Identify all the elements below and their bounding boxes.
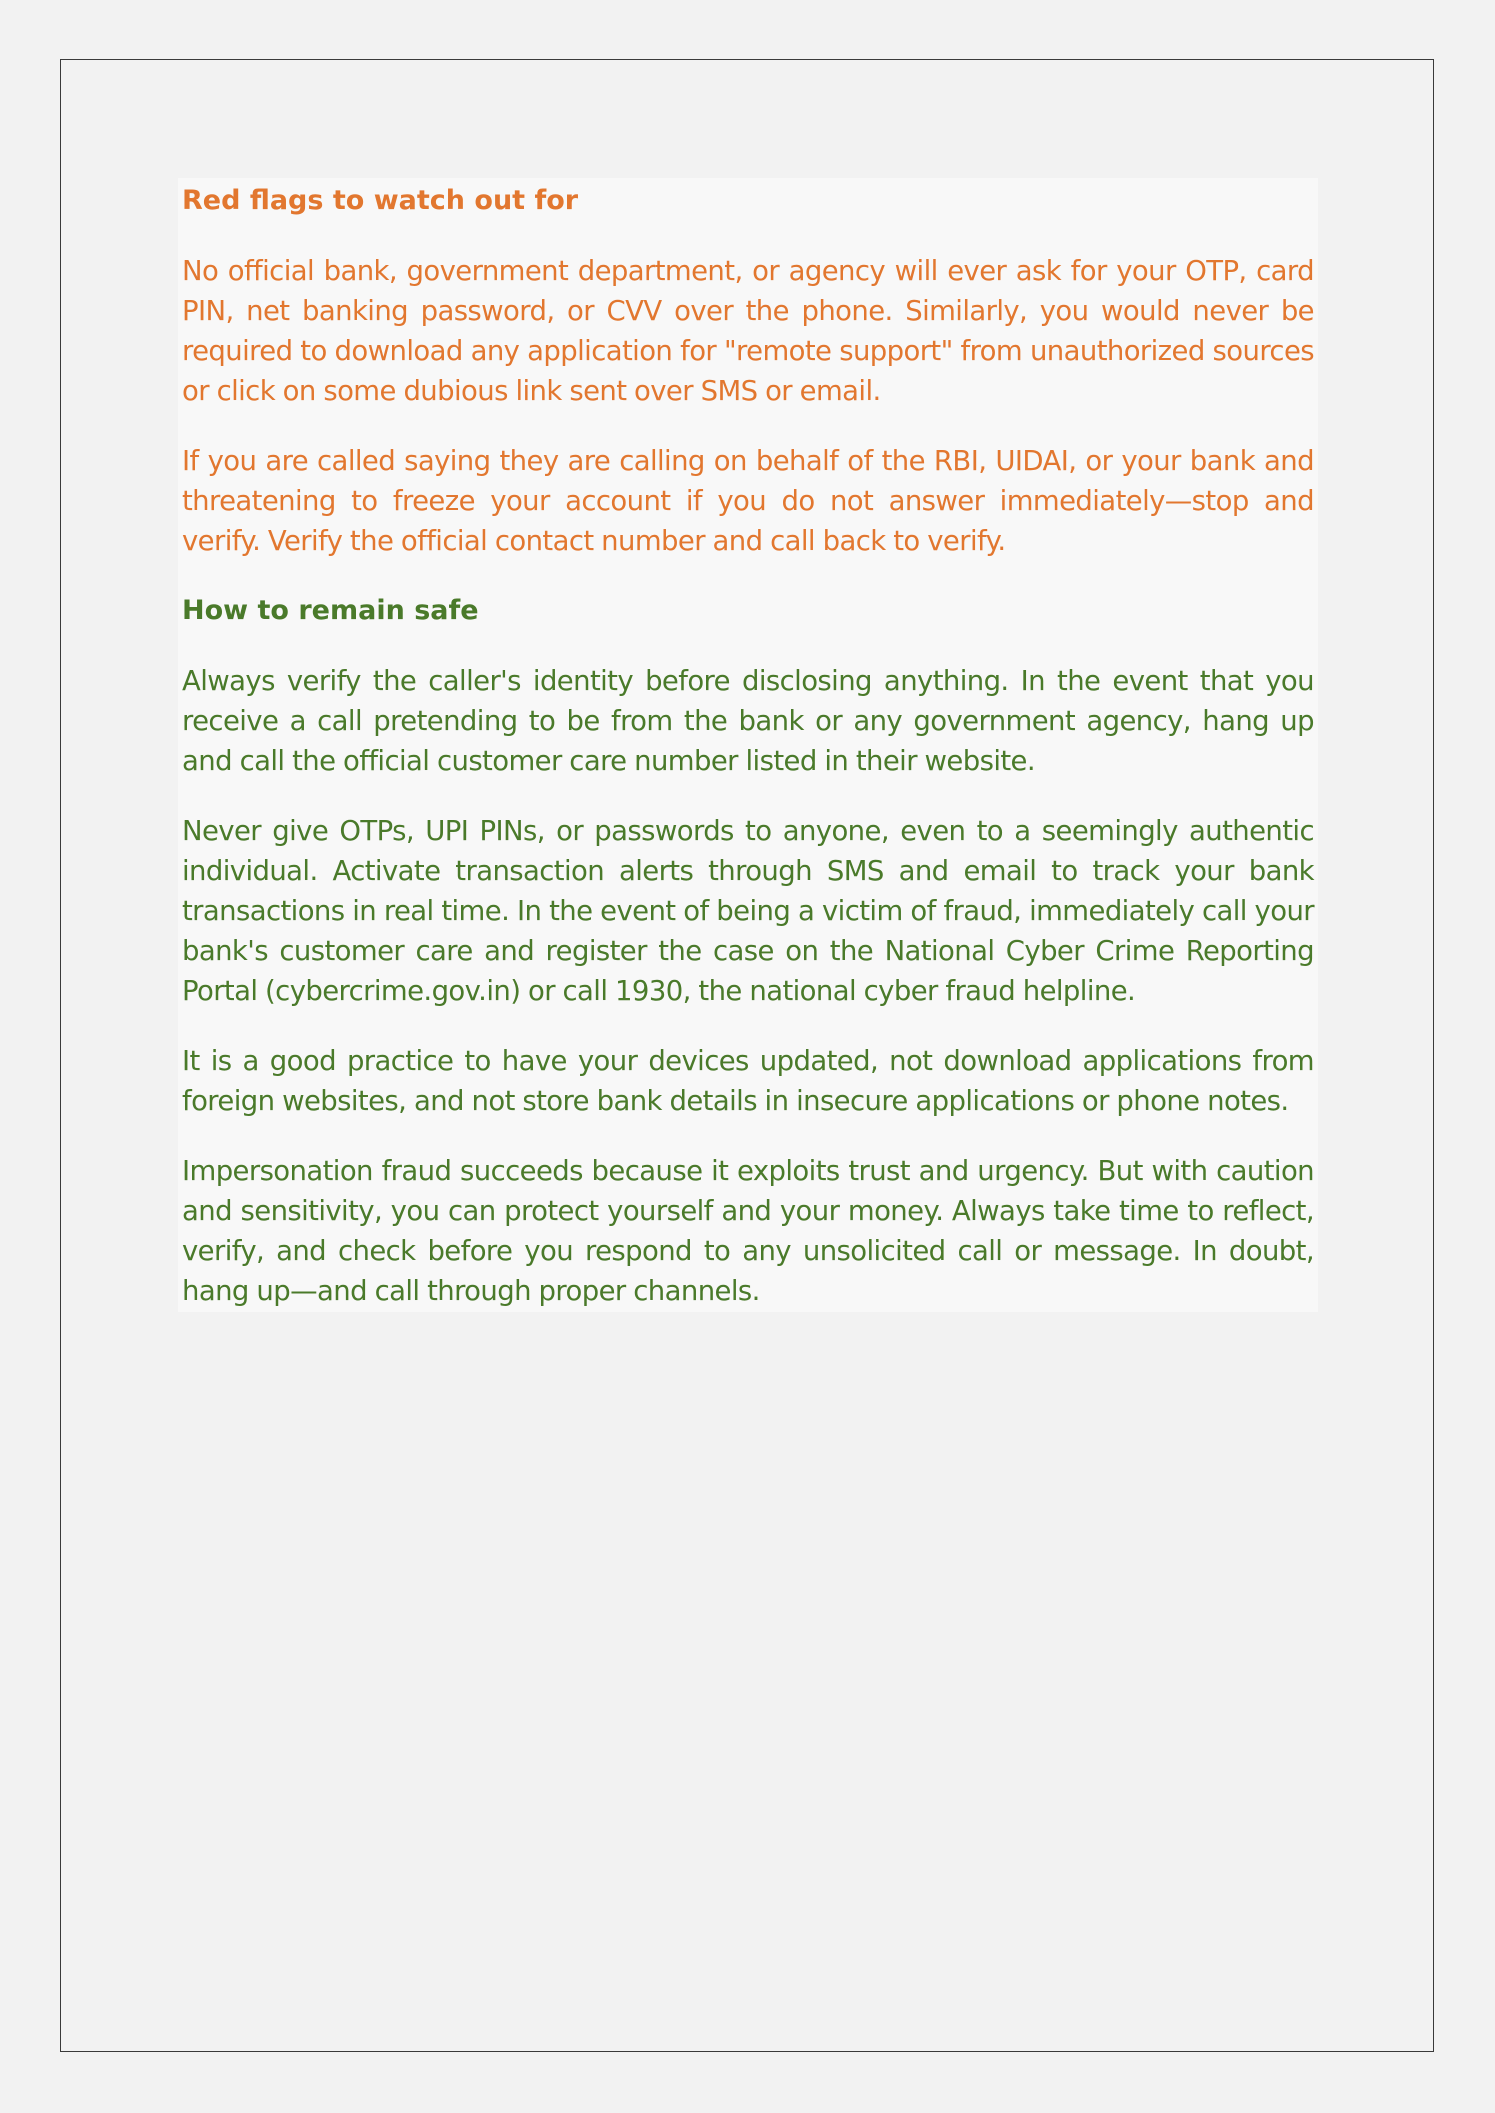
safety-paragraph-2: Never give OTPs, UPI PINs, or passwords to anyone, even to a seemingly authentic individual. Activate transaction alerts through SMS and email to track your bank transactions in real time. In the event of being a victim of fraud, immediately call your bank's customer care and register the case on the National Cyber Crime Reporting Portal (cybercrime.gov.in) or call 1930, the national cyber fraud helpline. xyxy=(182,815,1314,1007)
document-body xyxy=(178,178,1318,1312)
safety-paragraph-4: Impersonation fraud succeeds because it exploits trust and urgency. But with caution and sensitivity, you can protect yourself and your money. Always take time to reflect, verify, and check before you respond to any unsolicited call or message. In doubt, hang up—and call through proper channels. xyxy=(182,1155,1314,1307)
red-flags-heading: Red flags to watch out for xyxy=(182,185,579,216)
safety-paragraph-1: Always verify the caller's identity before disclosing anything. In the event that you receive a call pretending to be from the bank or any government agency, hang up and call the official customer care number listed in their website. xyxy=(182,665,1314,777)
safety-paragraph-3: It is a good practice to have your devices updated, not download applications from foreign websites, and not store bank details in insecure applications or phone notes. xyxy=(182,1045,1314,1117)
red-flags-paragraph-1: No official bank, government department, or agency will ever ask for your OTP, card PIN, net banking password, or CVV over the phone. Similarly, you would never be required to download any application for "remote support" from unauthorized sources or click on some dubious link sent over SMS or email. xyxy=(182,255,1314,407)
red-flags-paragraph-2: If you are called saying they are calling on behalf of the RBI, UIDAI, or your bank and threatening to freeze your account if you do not answer immediately—stop and verify. Verify the official contact number and call back to verify. xyxy=(182,445,1314,557)
safety-heading: How to remain safe xyxy=(182,595,479,626)
